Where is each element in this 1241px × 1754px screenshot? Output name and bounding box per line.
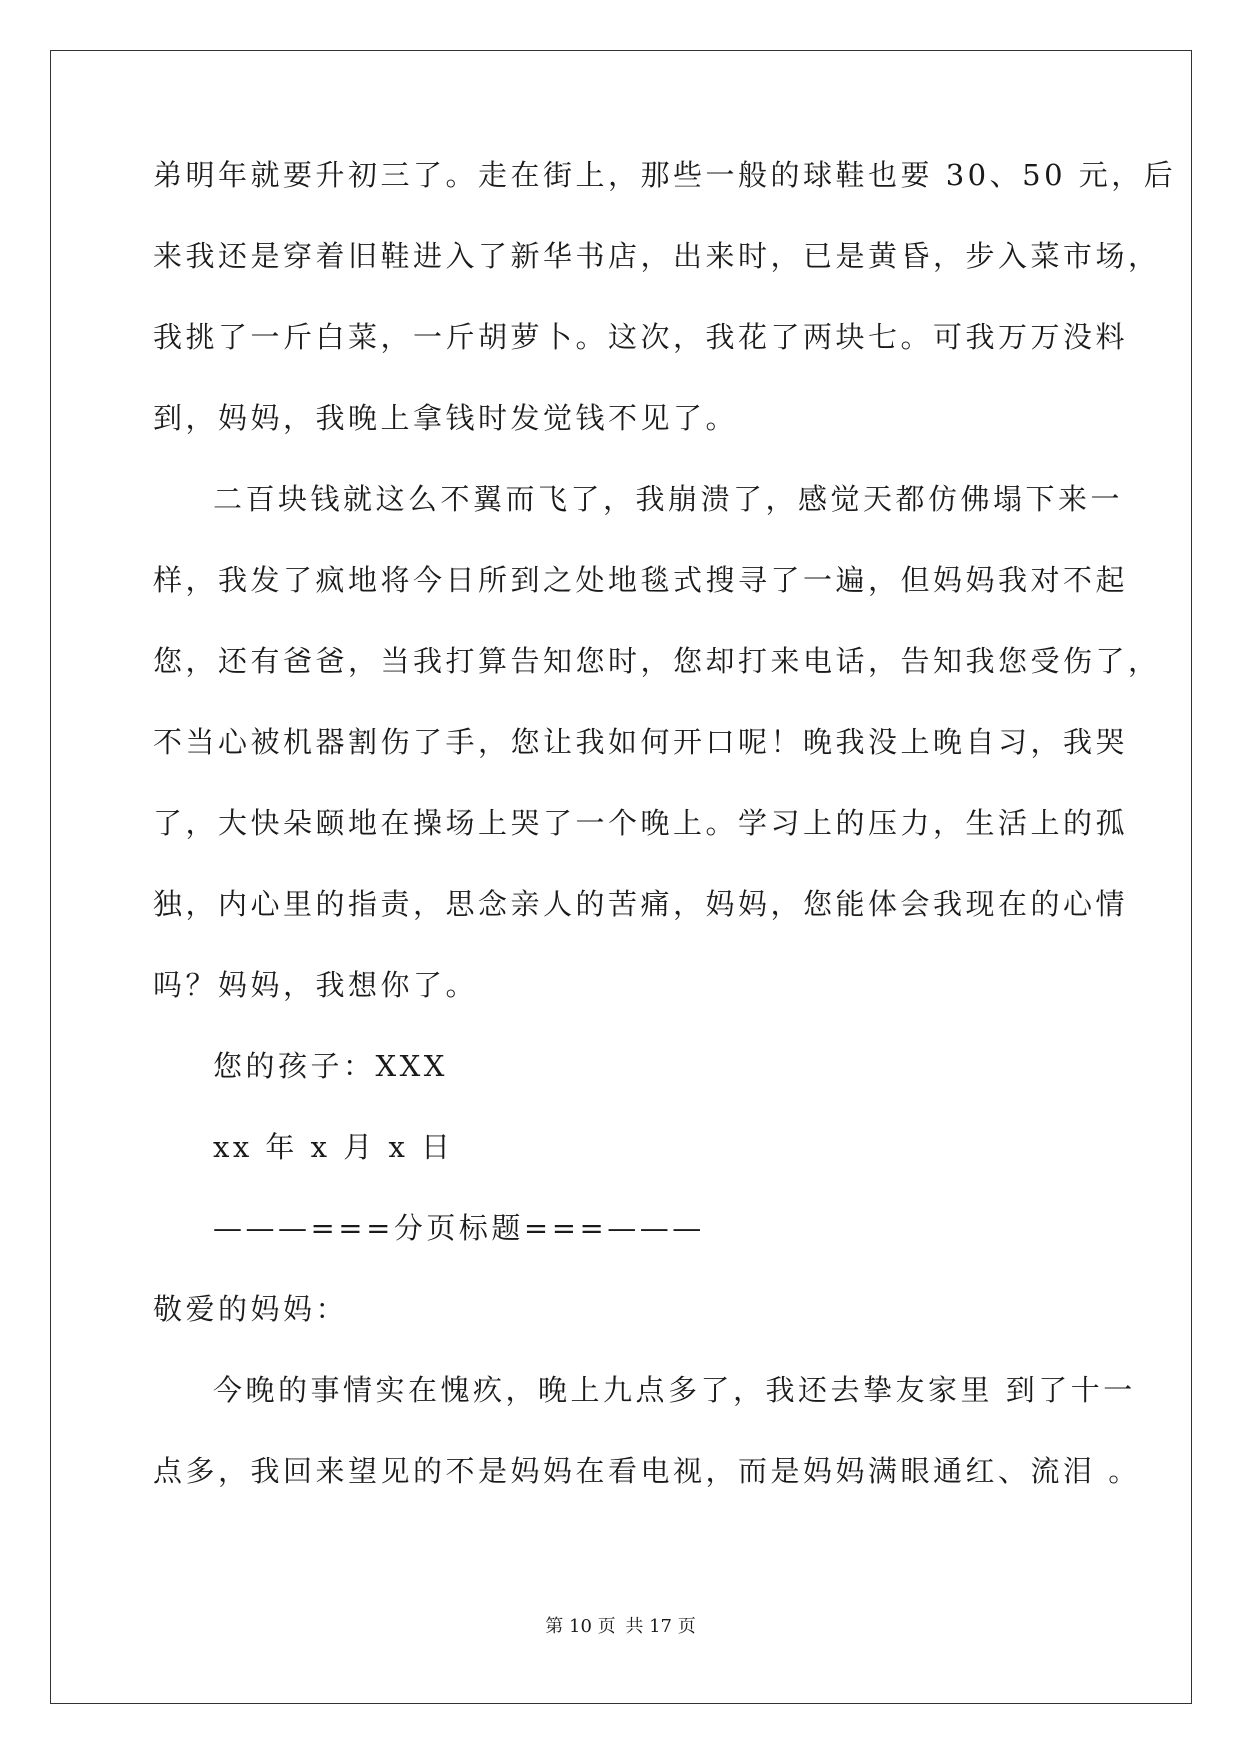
text-line-17: 点多，我回来望见的不是妈妈在看电视，而是妈妈满眼通红、流泪 。	[153, 1454, 1141, 1488]
text-line-8: 不当心被机器割伤了手，您让我如何开口呢！晚我没上晚自习，我哭	[153, 725, 1129, 759]
text-line-1: 弟明年就要升初三了。走在街上，那些一般的球鞋也要 30、50 元，后	[153, 158, 1177, 192]
text-line-7: 您，还有爸爸，当我打算告知您时，您却打来电话，告知我您受伤了，	[153, 644, 1161, 678]
signature-line: 您的孩子：XXX	[213, 1049, 448, 1083]
text-line-3: 我挑了一斤白菜，一斤胡萝卜。这次，我花了两块七。可我万万没料	[153, 320, 1129, 354]
paragraph-start-line-2: 今晚的事情实在愧疚，晚上九点多了，我还去挚友家里 到了十一	[213, 1373, 1136, 1407]
page-total: 共 17 页	[625, 1616, 696, 1637]
text-line-10: 独，内心里的指责，思念亲人的苦痛，妈妈，您能体会我现在的心情	[153, 887, 1129, 921]
page-break-title: ———===分页标题===———	[213, 1211, 705, 1245]
text-line-2: 来我还是穿着旧鞋进入了新华书店，出来时，已是黄昏，步入菜市场，	[153, 239, 1161, 273]
salutation-line: 敬爱的妈妈：	[153, 1292, 349, 1326]
date-line: xx 年 x 月 x 日	[213, 1130, 454, 1164]
text-line-9: 了，大快朵颐地在操场上哭了一个晚上。学习上的压力，生活上的孤	[153, 806, 1129, 840]
page-number: 第 10 页	[545, 1616, 616, 1637]
text-line-6: 样，我发了疯地将今日所到之处地毯式搜寻了一遍，但妈妈我对不起	[153, 563, 1129, 597]
text-line-4: 到，妈妈，我晚上拿钱时发觉钱不见了。	[153, 401, 739, 435]
page-footer	[0, 1615, 1241, 1639]
text-line-11: 吗？妈妈，我想你了。	[153, 968, 479, 1002]
paragraph-start-line: 二百块钱就这么不翼而飞了，我崩溃了，感觉天都仿佛塌下来一	[213, 482, 1124, 516]
